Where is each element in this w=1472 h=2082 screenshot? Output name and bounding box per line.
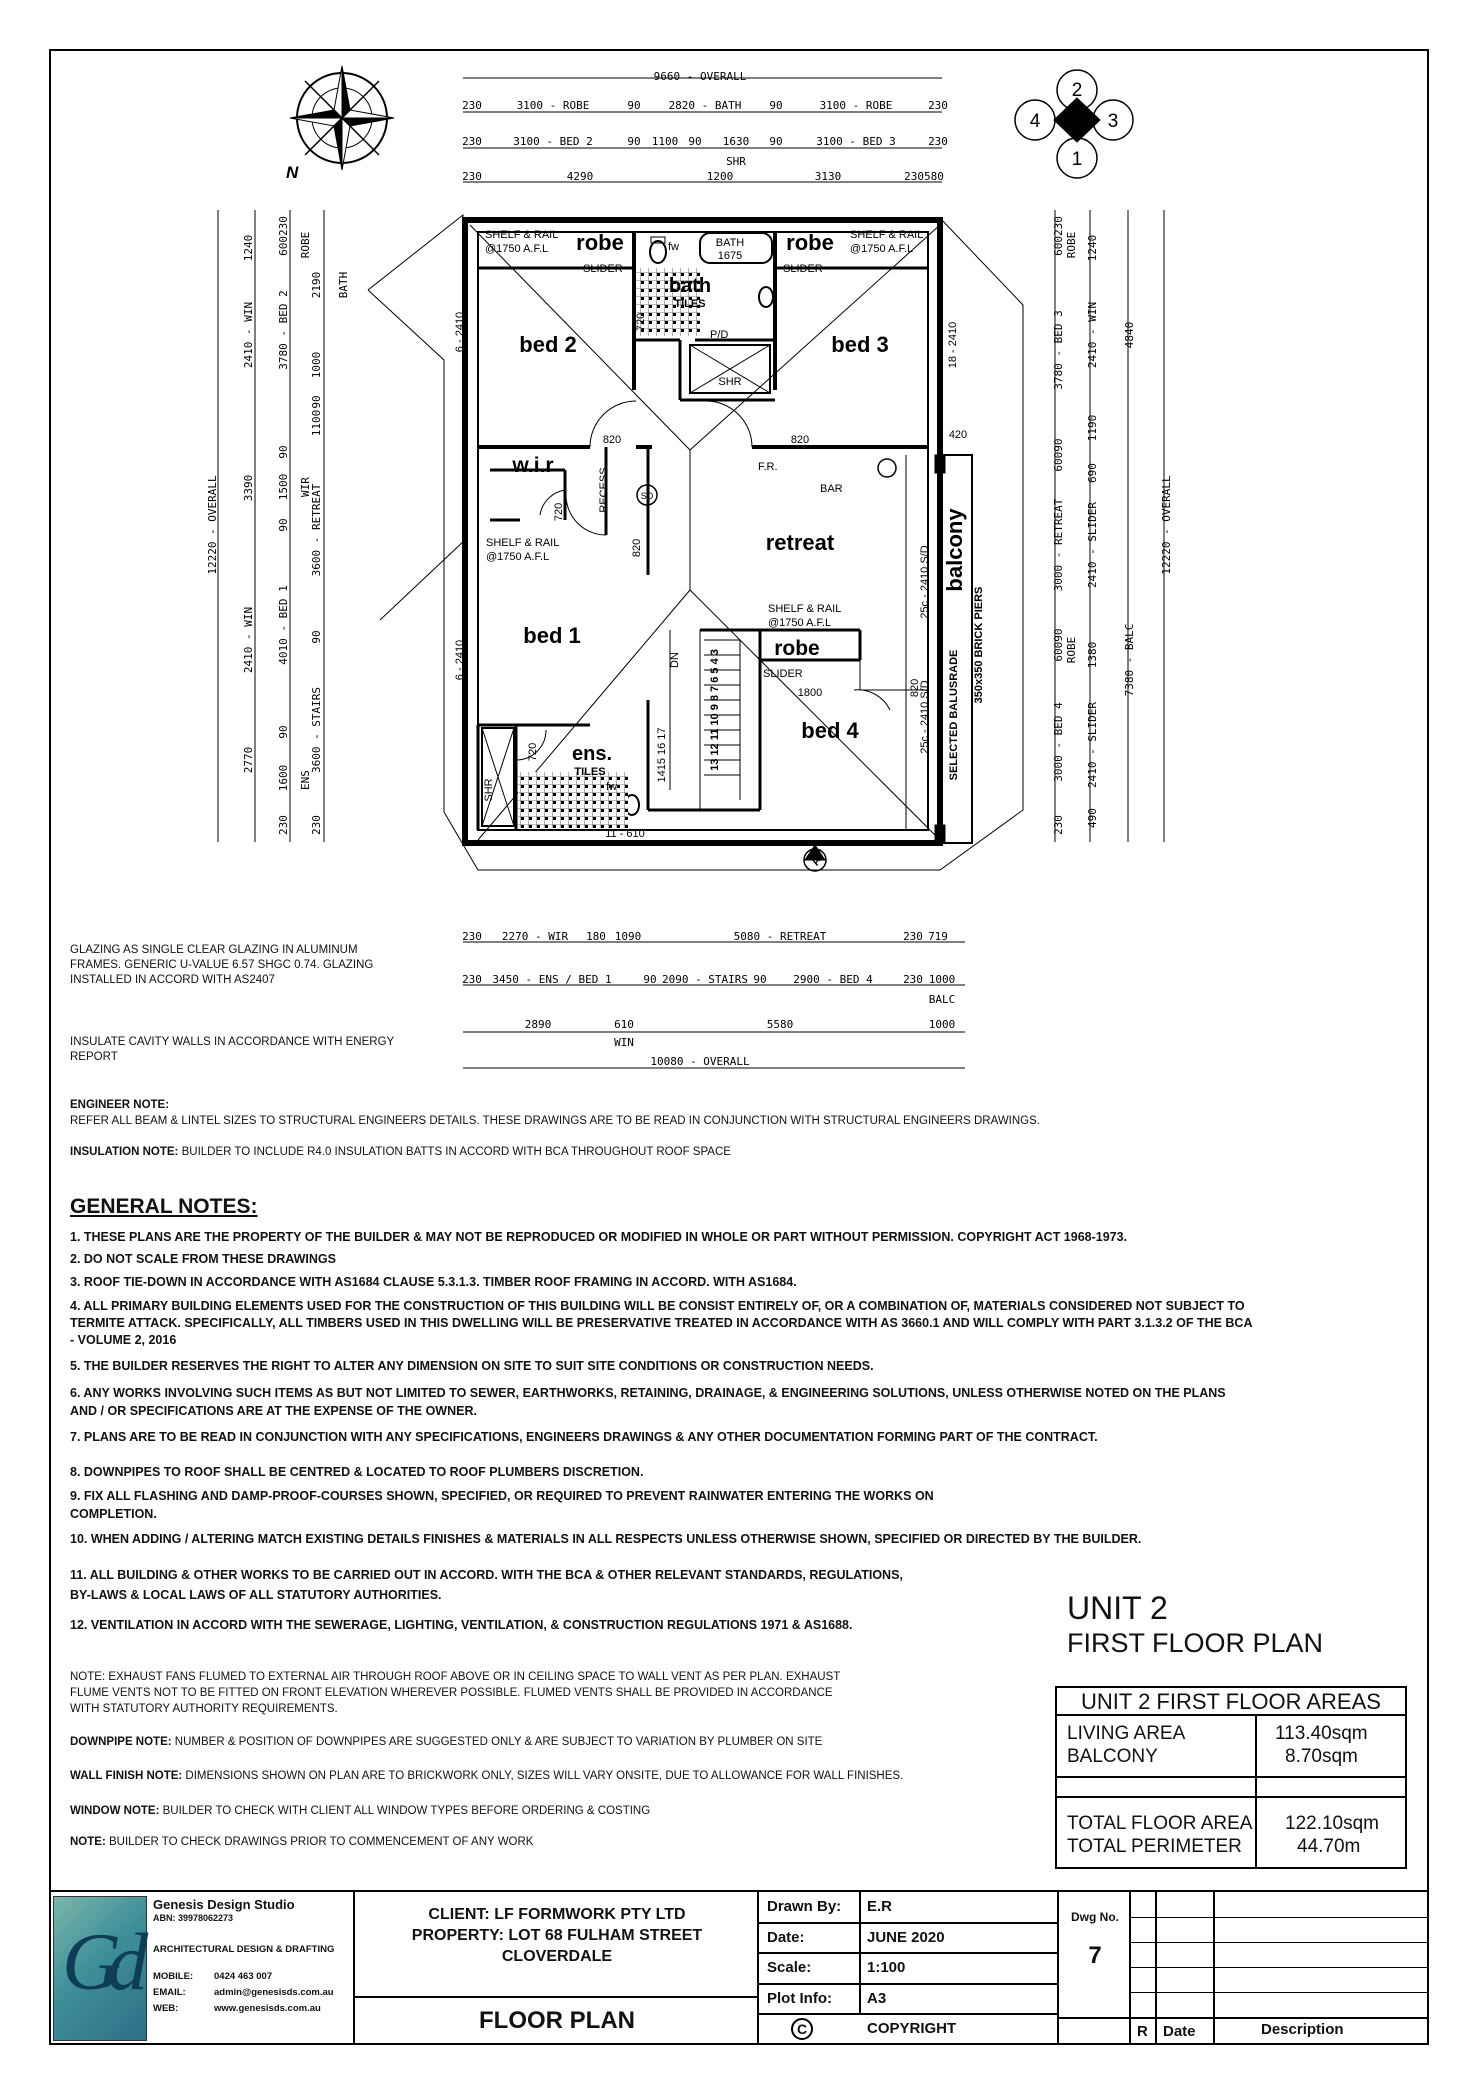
dim-top: 230 (462, 135, 482, 148)
dim-top: 230 (928, 99, 948, 112)
dim-top: 90 (688, 135, 702, 148)
total-floor-area-value: 122.10sqm (1285, 1813, 1380, 1834)
dim-left: 1000 (310, 351, 323, 379)
dim-bottom: 230 (903, 973, 923, 986)
dim-right: 3000 - RETREAT (1052, 498, 1065, 592)
room-label-bath: bath (668, 275, 712, 297)
annotation: 1800 (797, 687, 823, 699)
dim-right: 60090 (1052, 628, 1065, 662)
annotation: SHELF & RAIL (486, 537, 560, 549)
revision-col-description: Description (1261, 2021, 1344, 2038)
glazing-note (70, 943, 373, 988)
dim-right: ROBE (1065, 231, 1078, 259)
elevation-number: 4 (1029, 111, 1041, 132)
annotation: 11 - 610 (605, 828, 645, 840)
email-label: EMAIL: (153, 1987, 186, 1998)
dim-top: 90 (627, 135, 641, 148)
dim-left: 3780 - BED 2 (277, 290, 290, 370)
dim-right: 690 (1086, 463, 1099, 483)
balcony-label: BALCONY (1067, 1746, 1158, 1767)
dim-bottom: 90 (643, 973, 657, 986)
areas-table-title: UNIT 2 FIRST FLOOR AREAS (1057, 1688, 1405, 1716)
dim-top: 3100 - ROBE (516, 99, 590, 112)
dim-left: 1600 (277, 764, 290, 792)
dim-bottom: 230 (462, 973, 482, 986)
dim-top: 4290 (566, 170, 594, 183)
dim-top: 3100 - ROBE (819, 99, 893, 112)
note-line: INSTALLED IN ACCORD WITH AS2407 (70, 974, 275, 986)
general-note-item: - VOLUME 2, 2016 (70, 1333, 177, 1347)
web-value: www.genesisds.com.au (214, 2003, 321, 2014)
general-note-item: 9. FIX ALL FLASHING AND DAMP-PROOF-COURSES SHOWN, SPECIFIED, OR REQUIRED TO PREVENT RAINWATER ENTERING THE WORKS ON (70, 1489, 934, 1503)
dim-left: 230 (277, 815, 290, 835)
annotation: 1675 (717, 250, 743, 262)
studio-abn: ABN: 39978062273 (153, 1913, 234, 1923)
annotation: 820 (909, 678, 921, 698)
elevation-number: 3 (1107, 111, 1119, 132)
annotation: SLIDER (583, 263, 623, 275)
annotation: 720 (553, 502, 565, 522)
copyright-label: COPYRIGHT (867, 2020, 957, 2037)
dim-right: 3000 - BED 4 (1052, 702, 1065, 782)
dim-bottom: 230 (903, 930, 923, 943)
room-label-bed4: bed 4 (801, 718, 859, 743)
annotation: 25c - 2410 S/D (919, 680, 931, 754)
window-note-text: BUILDER TO CHECK WITH CLIENT ALL WINDOW TYPES BEFORE ORDERING & COSTING (159, 1805, 651, 1817)
plan-title: FIRST FLOOR PLAN (1067, 1628, 1324, 1658)
annotation: SLIDER (763, 668, 803, 680)
general-note-item: 7. PLANS ARE TO BE READ IN CONJUNCTION WITH ANY SPECIFICATIONS, ENGINEERS DRAWINGS & ANY OTHER DOCUMENTATION FORMING PART OF THE CONTRACT. (70, 1430, 1098, 1444)
room-label-robe: robe (774, 637, 820, 660)
copyright-icon: C (791, 2018, 813, 2040)
insulation-note-label: INSULATION NOTE: (70, 1146, 179, 1158)
dim-right: 12220 - OVERALL (1160, 475, 1173, 575)
dim-bottom: 5080 - RETREAT (733, 930, 827, 943)
dim-top: 90 (627, 99, 641, 112)
dim-bottom: 2090 - STAIRS (661, 973, 749, 986)
engineer-note-label: ENGINEER NOTE: (70, 1099, 170, 1111)
elevation-number: 2 (1071, 80, 1083, 101)
dim-left: ENS (299, 770, 312, 790)
dim-top: SHR (726, 155, 746, 168)
annotation: F.R. (758, 461, 778, 473)
dim-bottom: 90 (753, 973, 767, 986)
total-perimeter-label: TOTAL PERIMETER (1067, 1836, 1242, 1857)
dim-top: 3100 - BED 2 (513, 135, 593, 148)
logo-letters: Gd (62, 1916, 135, 2007)
room-label-balcony: balcony (942, 508, 967, 592)
dim-top: 3130 (814, 170, 842, 183)
revision-table (1131, 1892, 1427, 2045)
annotation: 6 - 2410 (454, 639, 466, 681)
dim-left: 90 (310, 395, 323, 409)
note-line: NOTE: EXHAUST FANS FLUMED TO EXTERNAL AIR THROUGH ROOF ABOVE OR IN CEILING SPACE TO WALL VENT AS PER PLAN. EXHAUST (70, 1671, 841, 1683)
client-name: CLIENT: LF FORMWORK PTY LTD (428, 1906, 686, 1923)
annotation: BAR (820, 483, 843, 495)
dim-left: 12220 - OVERALL (206, 475, 219, 575)
dim-right: 2410 - WIN (1086, 301, 1099, 369)
general-note-item: 12. VENTILATION IN ACCORD WITH THE SEWERAGE, LIGHTING, VENTILATION, & CONSTRUCTION REGULATIONS 1971 & AS1688. (70, 1618, 853, 1632)
total-perimeter-value: 44.70m (1297, 1836, 1361, 1857)
mobile-label: MOBILE: (153, 1971, 194, 1982)
annotation: 720 (527, 742, 539, 762)
annotation: SHR (483, 778, 495, 802)
annotation: TILES (674, 298, 706, 310)
dim-left: 2770 (242, 746, 255, 774)
studio-name: Genesis Design Studio (153, 1897, 295, 1912)
annotation: @1750 A.F.L (485, 243, 549, 255)
general-note-item: 11. ALL BUILDING & OTHER WORKS TO BE CARRIED OUT IN ACCORD. WITH THE BCA & OTHER RELEVANT STANDARDS, REGULATIONS, (70, 1568, 903, 1582)
dim-top: 230580 (904, 170, 944, 183)
dim-right: 60090 (1052, 438, 1065, 472)
room-label-retreat: retreat (765, 530, 835, 555)
dim-bottom: 1000 (928, 1018, 956, 1031)
dim-right: 1240 (1086, 234, 1099, 262)
dim-bottom: 2900 - BED 4 (793, 973, 873, 986)
annotation: BATH (715, 237, 745, 249)
engineer-note-text: REFER ALL BEAM & LINTEL SIZES TO STRUCTURAL ENGINEERS DETAILS. THESE DRAWINGS ARE TO BE READ IN CONJUNCTION WITH STRUCTURAL ENGINEERS DRAWINGS. (70, 1115, 1040, 1127)
general-note-item: 8. DOWNPIPES TO ROOF SHALL BE CENTRED & LOCATED TO ROOF PLUMBERS DISCRETION. (70, 1465, 644, 1479)
dim-left: 600230 (277, 216, 290, 256)
plot-info-label: Plot Info: (767, 1990, 832, 2007)
elevation-number: 1 (1071, 149, 1083, 170)
room-label-bed2: bed 2 (519, 332, 577, 357)
studio-service: ARCHITECTURAL DESIGN & DRAFTING (153, 1944, 335, 1955)
dim-right: 490 (1086, 808, 1099, 828)
drawing-title: FLOOR PLAN (479, 2007, 635, 2034)
dim-left: WIR (299, 477, 312, 497)
dim-top: 230 (462, 170, 482, 183)
living-area-label: LIVING AREA (1067, 1723, 1186, 1744)
balcony-value: 8.70sqm (1285, 1746, 1358, 1767)
window-note (70, 1803, 650, 1819)
dim-left: 2410 - WIN (242, 301, 255, 369)
dim-right: 2410 - SLIDER (1086, 701, 1099, 789)
annotation: @1750 A.F.L (850, 243, 914, 255)
dim-bottom: 610 (614, 1018, 634, 1031)
general-note-item: BY-LAWS & LOCAL LAWS OF ALL STATUTORY AUTHORITIES. (70, 1588, 442, 1602)
annotation: DN (669, 652, 681, 668)
dim-bottom: 1090 (614, 930, 642, 943)
note-line: FRAMES. GENERIC U-VALUE 6.57 SHGC 0.74. GLAZING (70, 959, 374, 971)
dim-top: 3100 - BED 3 (816, 135, 896, 148)
general-note-item: 4. ALL PRIMARY BUILDING ELEMENTS USED FOR THE CONSTRUCTION OF THIS BUILDING WILL BE CONSIST ENTIRELY OF, OR A COMBINATION OF, MATERIALS CONSIDERED NOT SUBJECT TO (70, 1299, 1245, 1313)
dim-left: 90 (277, 725, 290, 739)
wall-finish-note-label: WALL FINISH NOTE: (70, 1770, 183, 1782)
date-label: Date: (767, 1929, 805, 1946)
general-note-item: 5. THE BUILDER RESERVES THE RIGHT TO ALTER ANY DIMENSION ON SITE TO SUIT SITE CONDITIONS OR CONSTRUCTION NEEDS. (70, 1359, 874, 1373)
annotation: fw (668, 241, 679, 253)
dim-bottom: 3450 - ENS / BED 1 (492, 973, 612, 986)
mobile-value: 0424 463 007 (214, 1971, 273, 1982)
dim-left: 90 (310, 630, 323, 644)
exhaust-note (70, 1669, 840, 1717)
annotation: SHELF & RAIL (850, 229, 924, 241)
dwg-no-value: 7 (1088, 1942, 1102, 1969)
insulation-note (70, 1144, 731, 1160)
insulate-note (70, 1035, 394, 1065)
plot-info-value: A3 (867, 1990, 887, 2007)
dim-left: 3600 - STAIRS (310, 686, 323, 774)
final-note-label: NOTE: (70, 1836, 106, 1848)
property-address: PROPERTY: LOT 68 FULHAM STREET (411, 1927, 703, 1944)
room-label-bed1: bed 1 (523, 623, 581, 648)
dim-right: 3780 - BED 3 (1052, 310, 1065, 390)
dim-top: 1630 (722, 135, 750, 148)
annotation: SLIDER (783, 263, 823, 275)
annotation: SD (640, 491, 654, 501)
property-suburb: CLOVERDALE (501, 1948, 613, 1965)
dim-top: 1100 (651, 135, 679, 148)
revision-col-date: Date (1163, 2023, 1196, 2040)
north-arrow-icon (290, 66, 394, 170)
dim-top: 90 (769, 99, 783, 112)
revision-col-r: R (1137, 2023, 1148, 2040)
annotation: 820 (790, 434, 810, 446)
wall-finish-note (70, 1768, 903, 1784)
dim-bottom: 2890 (524, 1018, 552, 1031)
annotation: TILES (574, 766, 606, 778)
drawn-by-value: E.R (867, 1898, 893, 1915)
annotation: 18 - 2410 (947, 321, 959, 369)
insulation-note-text: BUILDER TO INCLUDE R4.0 INSULATION BATTS IN ACCORD WITH BCA THROUGHOUT ROOF SPACE (178, 1146, 731, 1158)
general-note-item: 1. THESE PLANS ARE THE PROPERTY OF THE BUILDER & MAY NOT BE REPRODUCED OR MODIFIED IN WHOLE OR PART WITHOUT PERMISSION. COPYRIGHT ACT 1968-1973. (70, 1230, 1128, 1244)
dim-bottom: 10080 - OVERALL (650, 1055, 750, 1068)
dim-left: 2410 - WIN (242, 606, 255, 674)
scale-label: Scale: (767, 1959, 812, 1976)
room-label-bed3: bed 3 (831, 332, 889, 357)
room-label-wir: w.i.r (512, 454, 554, 477)
general-note-item: COMPLETION. (70, 1507, 157, 1521)
note-line: WITH STATUTORY AUTHORITY REQUIREMENTS. (70, 1703, 338, 1715)
general-note-item: 10. WHEN ADDING / ALTERING MATCH EXISTING DETAILS FINISHES & MATERIALS IN ALL RESPECTS UNLESS OTHERWISE SHOWN, SPECIFIED OR DIRECTED BY THE BUILDER. (70, 1532, 1142, 1546)
window-note-label: WINDOW NOTE: (70, 1805, 160, 1817)
general-note-item: 6. ANY WORKS INVOLVING SUCH ITEMS AS BUT NOT LIMITED TO SEWER, EARTHWORKS, RETAINING, DRAINAGE, & ENGINEERING SOLUTIONS, UNLESS OTHERWISE NOTED ON THE PLANS (70, 1386, 1226, 1400)
dim-bottom: 2270 - WIR (501, 930, 569, 943)
annotation: 820 (631, 538, 643, 558)
dim-right: 1190 (1086, 414, 1099, 442)
final-note-text: BUILDER TO CHECK DRAWINGS PRIOR TO COMMENCEMENT OF ANY WORK (105, 1836, 534, 1848)
dim-right: 1380 (1086, 641, 1099, 669)
annotation: 820 (602, 434, 622, 446)
room-label-robe: robe (786, 230, 834, 255)
downpipe-note-label: DOWNPIPE NOTE: (70, 1736, 172, 1748)
scale-value: 1:100 (867, 1959, 906, 1976)
dim-bottom: WIN (614, 1036, 634, 1049)
areas-table (1055, 1686, 1407, 1869)
annotation: P/D (710, 329, 729, 341)
downpipe-note-text: NUMBER & POSITION OF DOWNPIPES ARE SUGGESTED ONLY & ARE SUBJECT TO VARIATION BY PLUMBER ON SITE (171, 1736, 823, 1748)
title-block (49, 1890, 1429, 2045)
dim-left: 230 (310, 815, 323, 835)
room-label-robe: robe (576, 230, 624, 255)
dim-right: 600230 (1052, 216, 1065, 256)
dim-bottom: BALC (928, 993, 956, 1006)
dim-top: 2820 - BATH (668, 99, 742, 112)
dim-left: 1500 (277, 473, 290, 501)
dim-right: ROBE (1065, 636, 1078, 664)
annotation: SELECTED BALUSRADE (948, 649, 960, 781)
unit-title: UNIT 2 (1067, 1590, 1168, 1626)
dim-top: 230 (462, 99, 482, 112)
general-note-item: 2. DO NOT SCALE FROM THESE DRAWINGS (70, 1252, 336, 1266)
dim-right: 7380 - BALC (1123, 623, 1136, 697)
annotation: 25c - 2410 S/D (919, 545, 931, 619)
north-label: N (286, 163, 299, 182)
wall-finish-note-text: DIMENSIONS SHOWN ON PLAN ARE TO BRICKWORK ONLY, SIZES WILL VARY ONSITE, DUE TO ALLOWANCE FOR WALL FINISHES. (182, 1770, 904, 1782)
dwg-no-label: Dwg No. (1071, 1910, 1119, 1924)
downpipe-note (70, 1734, 822, 1750)
dim-top: 1200 (706, 170, 734, 183)
dim-left: ROBE (299, 231, 312, 259)
annotation: 420 (948, 429, 968, 441)
dim-left: BATH (337, 271, 350, 299)
annotation: 6 - 2410 (454, 311, 466, 353)
dim-left: 1100 (310, 409, 323, 437)
dim-right: 4840 (1123, 321, 1136, 349)
dim-bottom: 1000 (928, 973, 956, 986)
total-floor-area-label: TOTAL FLOOR AREA (1067, 1813, 1253, 1834)
dim-right: 2410 - SLIDER (1086, 501, 1099, 589)
room-label-ens: ens. (571, 743, 613, 765)
dim-bottom: 230 (462, 930, 482, 943)
annotation: A (809, 855, 824, 868)
dim-right: 230 (1052, 815, 1065, 835)
annotation: RECESS (598, 467, 610, 513)
dim-left: 1240 (242, 234, 255, 262)
note-line: REPORT (70, 1051, 118, 1063)
dim-bottom: 5580 (766, 1018, 794, 1031)
note-line: INSULATE CAVITY WALLS IN ACCORDANCE WITH ENERGY (70, 1036, 395, 1048)
dim-left: 90 (277, 518, 290, 532)
date-value: JUNE 2020 (867, 1929, 945, 1946)
dim-top: 230 (928, 135, 948, 148)
web-label: WEB: (153, 2003, 179, 2014)
annotation: SHELF & RAIL (768, 603, 842, 615)
annotation: 350x350 BRICK PIERS (973, 586, 985, 704)
note-line: GLAZING AS SINGLE CLEAR GLAZING IN ALUMINUM (70, 944, 358, 956)
dim-left: 3390 (242, 474, 255, 502)
general-note-item: TERMITE ATTACK. SPECIFICALLY, ALL TIMBERS USED IN THIS DWELLING WILL BE PRESERVATIVE TREATED IN ACCORDANCE WITH AS 3660.1 AND WILL COMPLY WITH PART 3.1.3.2 OF THE BCA (70, 1316, 1253, 1330)
dim-left: 4010 - BED 1 (277, 585, 290, 665)
dim-left: 2190 (310, 271, 323, 299)
annotation: 1415 16 17 (656, 727, 668, 783)
drawn-by-label: Drawn By: (767, 1898, 842, 1915)
annotation: SHELF & RAIL (485, 229, 559, 241)
annotation: SHR (718, 376, 742, 388)
dim-bottom: 180 (586, 930, 606, 943)
note-line: FLUME VENTS NOT TO BE FITTED ON FRONT ELEVATION WHEREVER POSSIBLE. FLUMED VENTS SHALL BE PROVIDED IN ACCORDANCE (70, 1687, 833, 1699)
engineer-note (70, 1097, 1040, 1129)
dim-left: 90 (277, 445, 290, 459)
email-value: admin@genesisds.com.au (214, 1987, 334, 1998)
dim-bottom: 719 (928, 930, 948, 943)
annotation: 13 12 11 10 9 8 7 6 5 4 3 (709, 649, 721, 771)
final-note (70, 1834, 533, 1850)
general-note-item: 3. ROOF TIE-DOWN IN ACCORDANCE WITH AS1684 CLAUSE 5.3.1.3. TIMBER ROOF FRAMING IN ACCORD. WITH AS1684. (70, 1275, 797, 1289)
dim-top: 90 (769, 135, 783, 148)
annotation: 720 (635, 312, 647, 332)
annotation: @1750 A.F.L (486, 551, 550, 563)
dim-overall-top: 9660 - OVERALL (653, 70, 747, 83)
dim-left: 3600 - RETREAT (310, 483, 323, 577)
general-notes-title: GENERAL NOTES: (70, 1195, 258, 1218)
annotation: fw (606, 781, 617, 793)
living-area-value: 113.40sqm (1275, 1723, 1368, 1744)
annotation: @1750 A.F.L (768, 617, 832, 629)
general-note-item: AND / OR SPECIFICATIONS ARE AT THE EXPENSE OF THE OWNER. (70, 1404, 477, 1418)
